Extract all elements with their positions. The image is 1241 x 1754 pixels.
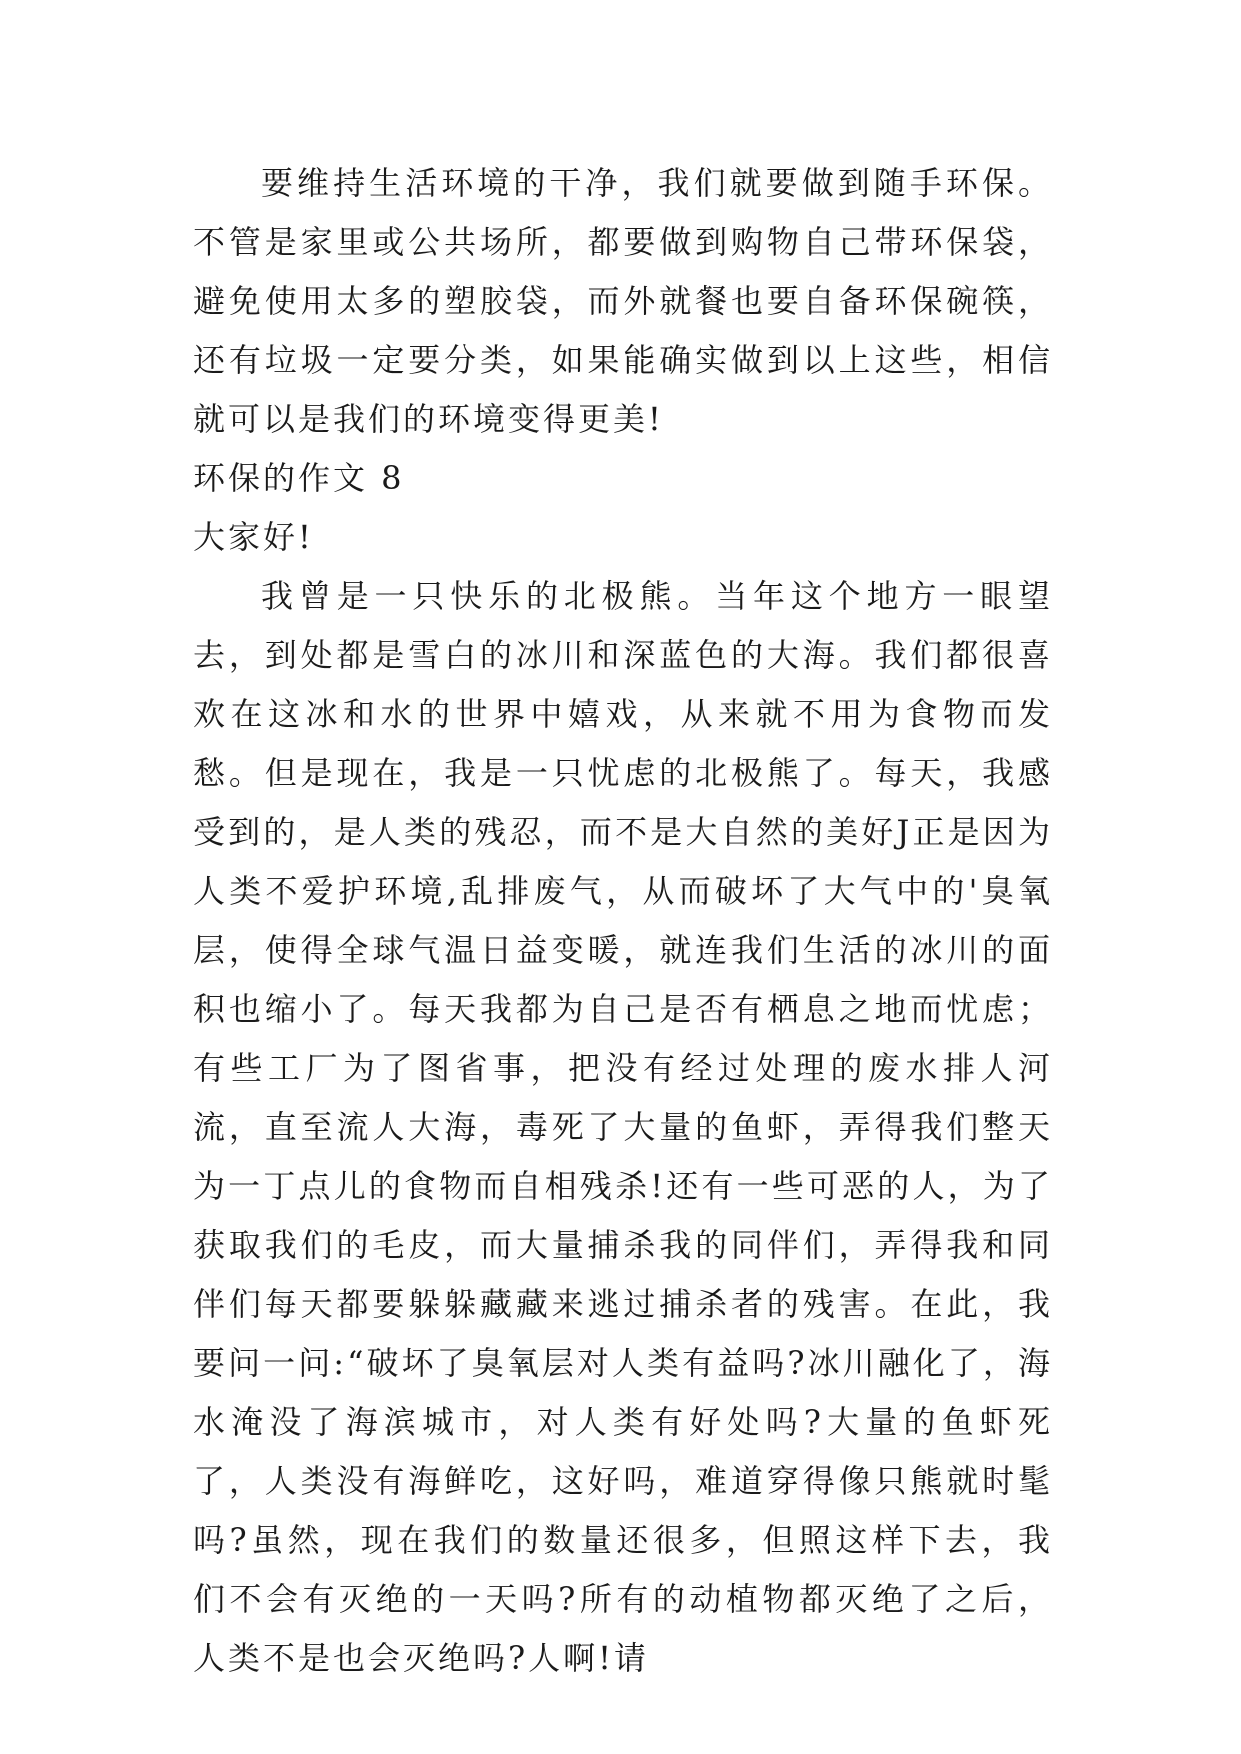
greeting-line: 大家好! bbox=[193, 518, 314, 556]
essay-heading: 环保的作文 8 bbox=[193, 459, 405, 497]
body-paragraph: 我曾是一只快乐的北极熊。当年这个地方一眼望去，到处都是雪白的冰川和深蓝色的大海。我们都很喜欢在这冰和水的世界中嬉戏，从来就不用为食物而发愁。但是现在，我是一只忧虑的北极熊了。每天，我感受到的，是人类的残忍，而不是大自然的美好J正是因为人类不爱护环境,乱排废气，从而破坏了大气中的'臭氧层，使得全球气温日益变暖，就连我们生活的冰川的面积也缩小了。每天我都为自己是否有栖息之地而忧虑；有些工厂为了图省事，把没有经过处理的废水排人河流，直至流人大海，毒死了大量的鱼虾，弄得我们整天为一丁点儿的食物而自相残杀!还有一些可恶的人，为了获取我们的毛皮，而大量捕杀我的同伴们，弄得我和同伴们每天都要躲躲藏藏来逃过捕杀者的残害。在此，我要问一问:“破坏了臭氧层对人类有益吗?冰川融化了，海水淹没了海滨城市，对人类有好处吗?大量的鱼虾死了，人类没有海鲜吃，这好吗，难道穿得像只熊就时髦吗?虽然，现在我们的数量还很多，但照这样下去，我们不会有灭绝的一天吗?所有的动植物都灭绝了之后，人类不是也会灭绝吗?人啊!请 bbox=[193, 577, 1053, 1677]
document-body bbox=[193, 154, 1053, 1688]
body-paragraph: 要维持生活环境的干净，我们就要做到随手环保。不管是家里或公共场所，都要做到购物自己带环保袋，避免使用太多的塑胶袋，而外就餐也要自备环保碗筷，还有垃圾一定要分类，如果能确实做到以上这些，相信就可以是我们的环境变得更美! bbox=[193, 164, 1053, 438]
